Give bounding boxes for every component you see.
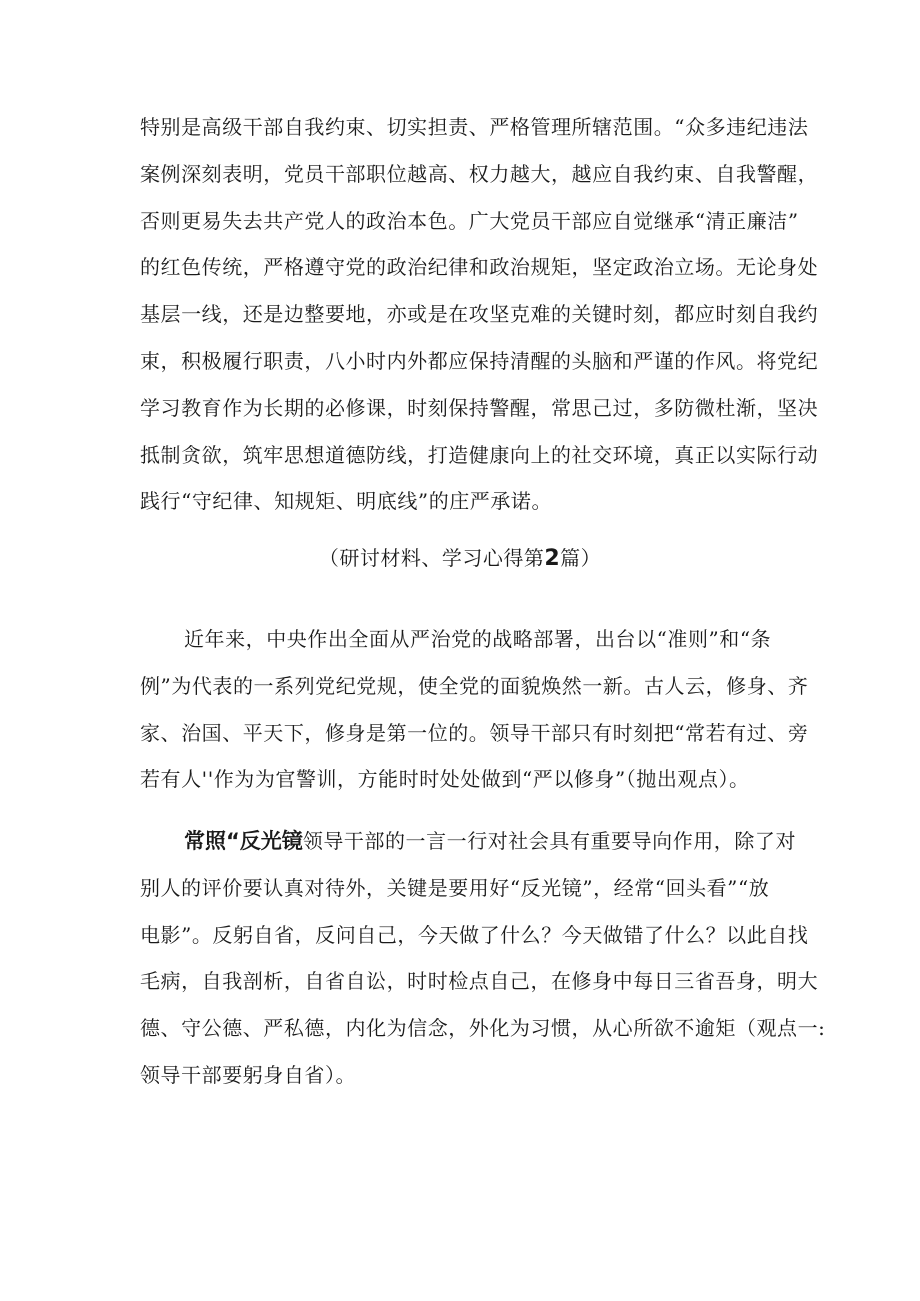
- paragraph-1-line: 束，积极履行职责，八小时内外都应保持清醒的头脑和严谨的作风。将党纪: [140, 348, 819, 373]
- paragraph-3-line: 毛病，自我剖析，自省自讼，时时检点自己，在修身中每日三省吾身，明大: [140, 969, 819, 994]
- paragraph-1-line: 基层一线，还是边整要地，亦或是在攻坚克难的关键时刻，都应时刻自我约: [140, 302, 819, 327]
- paragraph-3-first-line-rest: 领导干部的一言一行对社会具有重要导向作用，除了对: [302, 829, 797, 853]
- section-heading-prefix: （研讨材料、学习心得第: [318, 546, 545, 570]
- paragraph-3: [140, 818, 826, 1099]
- paragraph-3-line: 领导干部要躬身自省）。: [140, 1062, 357, 1087]
- paragraph-3-lead: 常照“反光镜: [184, 829, 303, 853]
- paragraph-2: [140, 616, 809, 803]
- paragraph-2-line: 若有人''作为为官警训，方能时时处处做到“严以修身”（抛出观点）。: [140, 767, 750, 792]
- paragraph-2-line: 例”为代表的一系列党纪党规，使全党的面貌焕然一新。古人云，修身、齐: [140, 673, 809, 698]
- section-heading: [0, 538, 920, 579]
- paragraph-3-line: 电影”。反躬自省，反问自己，今天做了什么？今天做错了什么？以此自找: [140, 922, 809, 947]
- paragraph-1-line: 否则更易失去共产党人的政治本色。广大党员干部应自觉继承“清正廉洁”: [140, 208, 799, 233]
- paragraph-3-line: 德、守公德、严私德，内化为信念，外化为习惯，从心所欲不逾矩（观点一:: [140, 1016, 826, 1041]
- paragraph-1-line: 的红色传统，严格遵守党的政治纪律和政治规矩，坚定政治立场。无论身处: [140, 255, 819, 280]
- section-heading-suffix: 篇）: [560, 546, 602, 570]
- paragraph-3-line: 别人的评价要认真对待外，关键是要用好“反光镜”，经常“回头看”“放: [140, 875, 770, 900]
- paragraph-1-line: 践行“守纪律、知规矩、明底线”的庄严承诺。: [140, 489, 552, 514]
- paragraph-1-line: 学习教育作为长期的必修课，时刻保持警醒，常思己过，多防微杜渐，坚决: [140, 395, 819, 420]
- paragraph-2-line: 家、治国、平天下，修身是第一位的。领导干部只有时刻把“常若有过、旁: [140, 720, 809, 745]
- paragraph-1: [140, 104, 819, 525]
- paragraph-1-line: 案例深刻表明，党员干部职位越高、权力越大，越应自我约束、自我警醒，: [140, 161, 819, 186]
- paragraph-2-line: 近年来，中央作出全面从严治党的战略部署，出台以“准则”和“条: [184, 627, 772, 651]
- paragraph-3-first-line: [140, 818, 797, 865]
- paragraph-1-line: 特别是高级干部自我约束、切实担责、严格管理所辖范围。“众多违纪违法: [140, 115, 809, 139]
- paragraph-1-line: 抵制贪欲，筑牢思想道德防线，打造健康向上的社交环境，真正以实际行动: [140, 442, 819, 467]
- section-heading-number: 2: [544, 546, 561, 571]
